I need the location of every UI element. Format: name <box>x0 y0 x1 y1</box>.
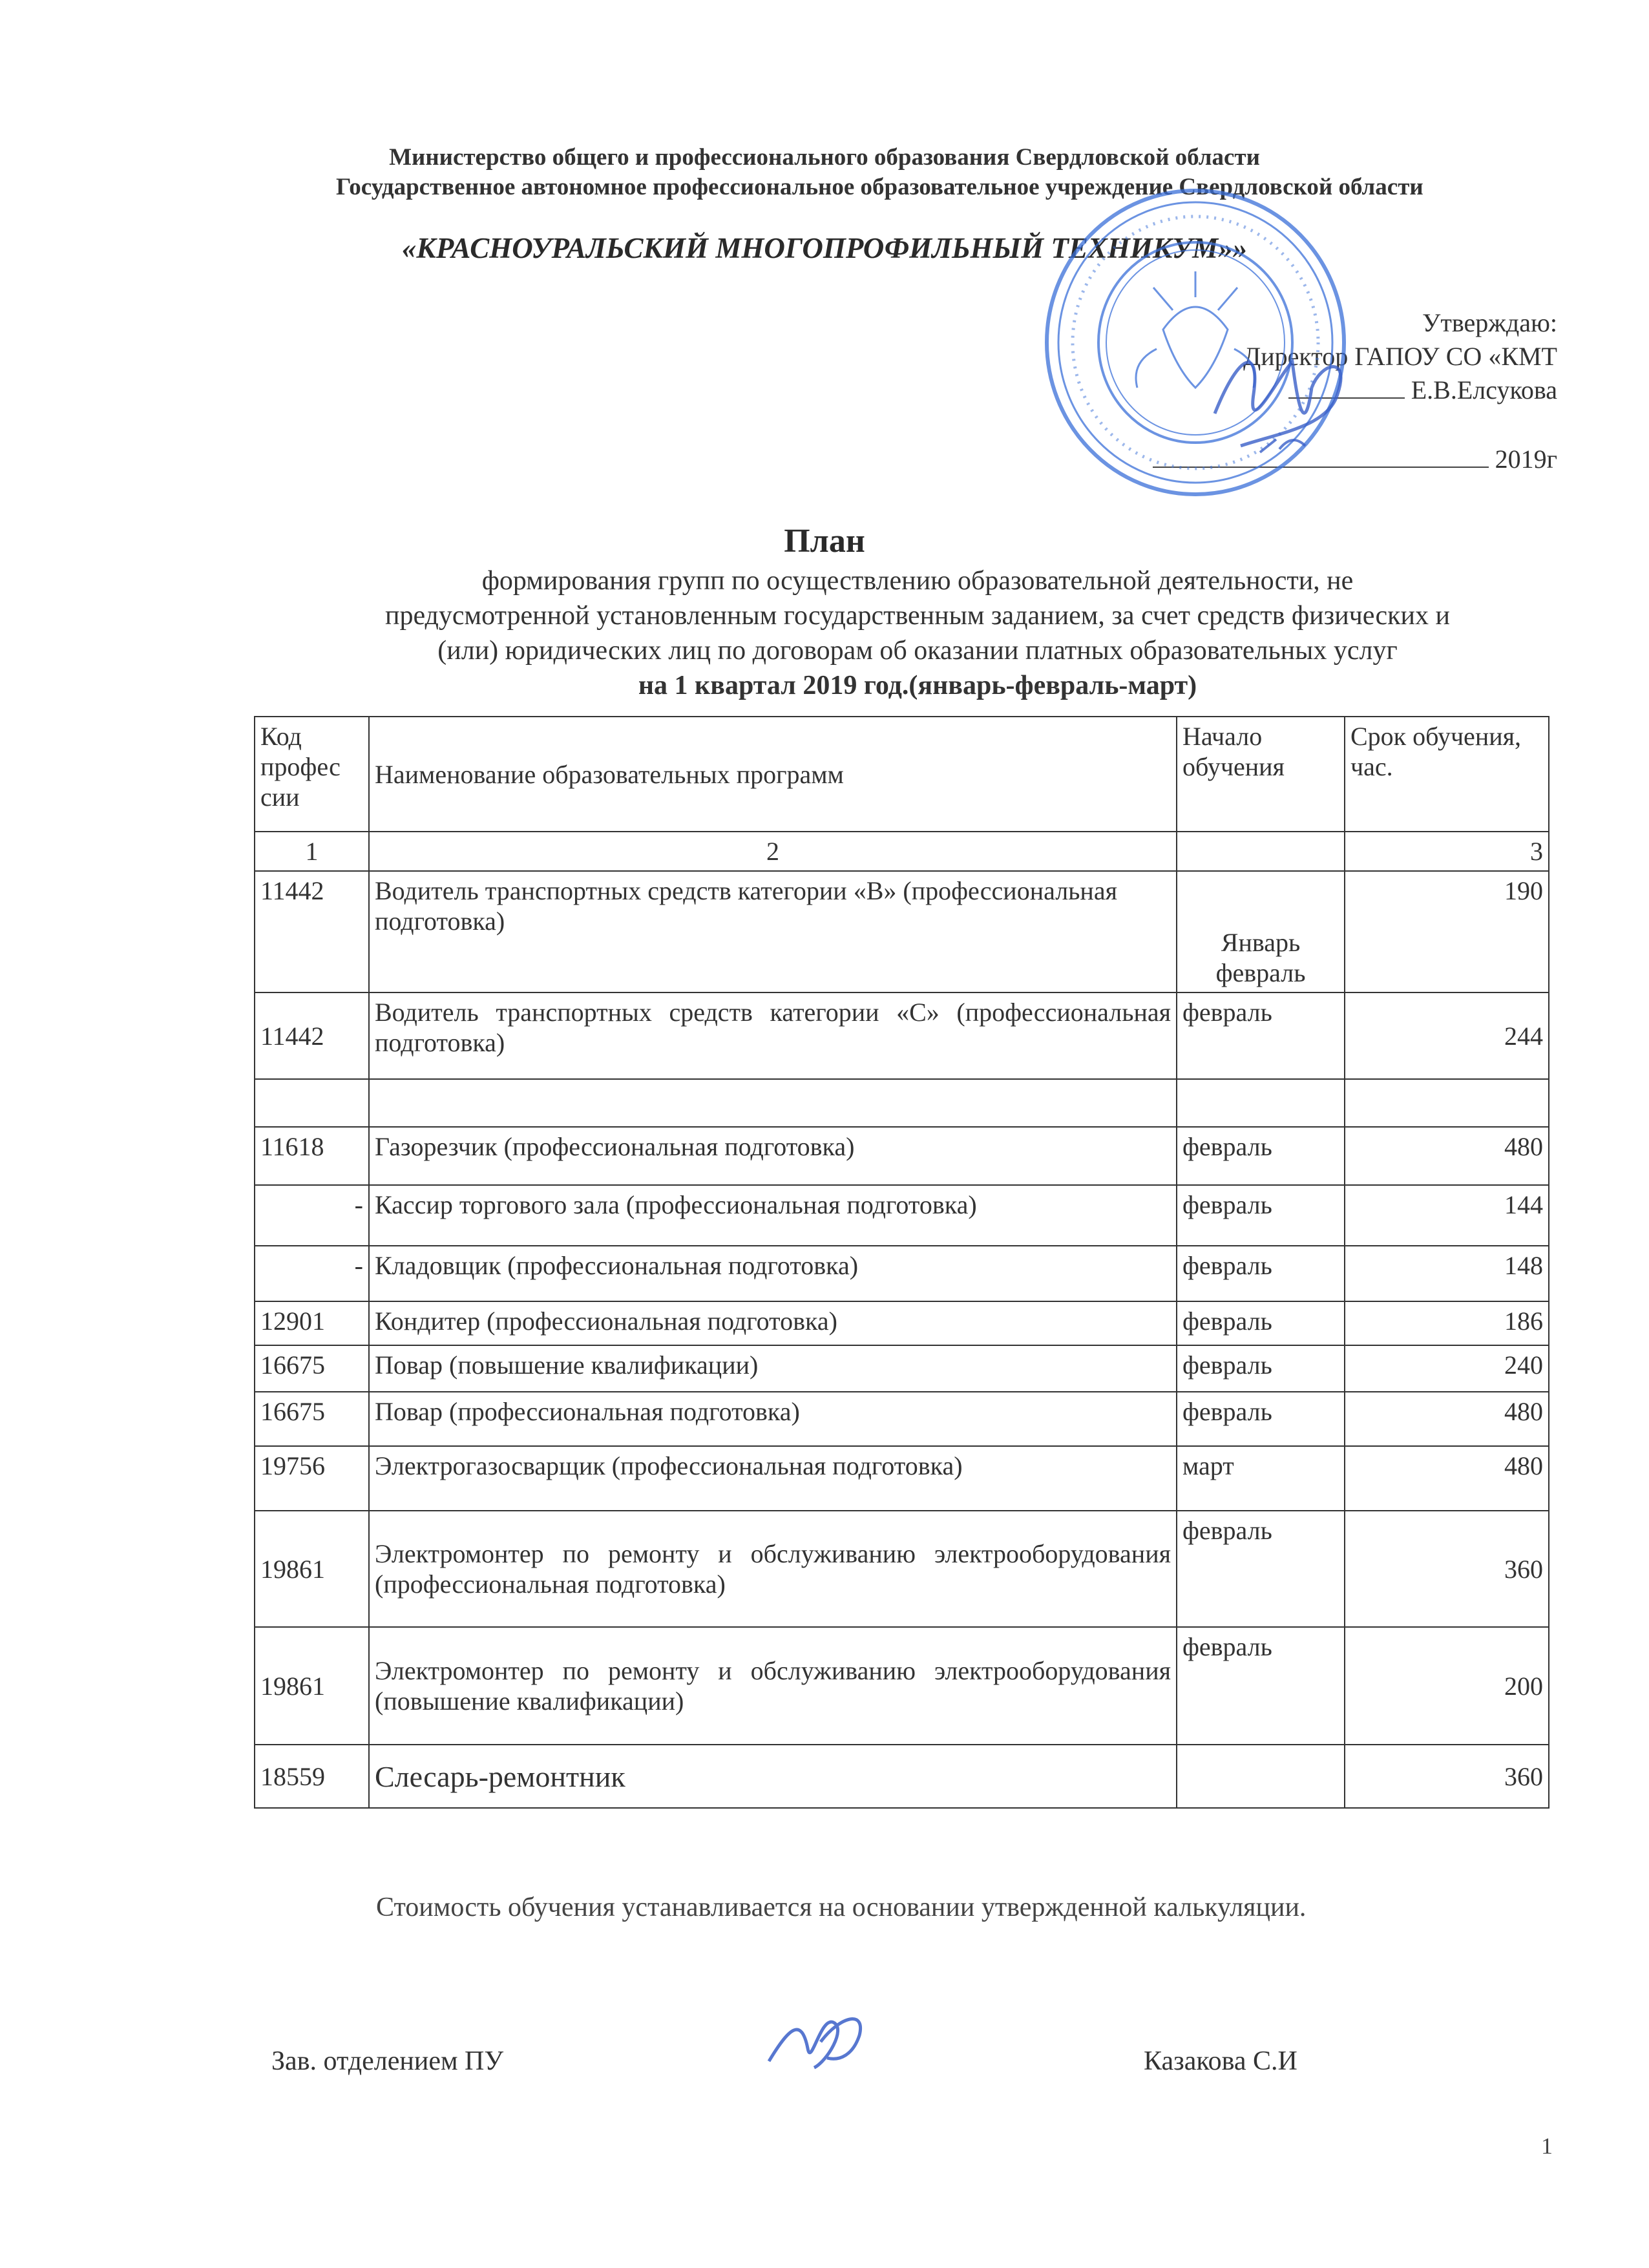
row-code: 16675 <box>255 1345 369 1392</box>
row-code: 18559 <box>255 1745 369 1808</box>
row-start: февраль <box>1177 1392 1345 1446</box>
footer-name: Казакова С.И <box>1144 2046 1297 2076</box>
numbering-start <box>1177 832 1345 871</box>
row-start: февраль <box>1177 1511 1345 1627</box>
row-duration: 360 <box>1345 1511 1549 1627</box>
row-duration: 240 <box>1345 1345 1549 1392</box>
college-name: «КРАСНОУРАЛЬСКИЙ МНОГОПРОФИЛЬНЫЙ ТЕХНИКУМ»» <box>401 232 1248 264</box>
row-duration: 360 <box>1345 1745 1549 1808</box>
row-code: 11442 <box>255 992 369 1079</box>
header-duration: Срок обучения, час. <box>1345 717 1549 832</box>
numbering-name: 2 <box>369 832 1177 871</box>
header-code: Код профес сии <box>255 717 369 832</box>
table-row <box>255 1511 1549 1627</box>
row-program-name: Повар (профессиональная подготовка) <box>369 1392 1177 1446</box>
row-start: март <box>1177 1446 1345 1511</box>
row-code: - <box>255 1185 369 1246</box>
row-code: 19861 <box>255 1627 369 1745</box>
table-numbering-row <box>255 832 1549 871</box>
row-program-name: Водитель транспортных средств категории «С» (профессиональная подготовка) <box>369 992 1177 1079</box>
plan-subtitle-line-1: формирования групп по осуществлению образовательной деятельности, не <box>481 566 1354 596</box>
row-program-name: Электрогазосварщик (профессиональная подготовка) <box>369 1446 1177 1511</box>
row-start: февраль <box>1177 1627 1345 1745</box>
numbering-code: 1 <box>255 832 369 871</box>
row-start: февраль <box>1177 1185 1345 1246</box>
row-program-name: Кладовщик (профессиональная подготовка) <box>369 1246 1177 1301</box>
row-start <box>1177 1079 1345 1127</box>
table-row <box>255 871 1549 992</box>
row-program-name: Электромонтер по ремонту и обслуживанию электрооборудования (профессиональная подготовка) <box>369 1511 1177 1627</box>
row-code <box>255 1079 369 1127</box>
row-program-name: Повар (повышение квалификации) <box>369 1345 1177 1392</box>
row-start: февраль <box>1177 1246 1345 1301</box>
table-row <box>255 1446 1549 1511</box>
table-header-row <box>255 717 1549 832</box>
row-program-name: Электромонтер по ремонту и обслуживанию электрооборудования (повышение квалификации) <box>369 1627 1177 1745</box>
row-code: 11618 <box>255 1127 369 1185</box>
plan-subtitle-line-3: (или) юридических лиц по договорам об оказании платных образовательных услуг <box>437 636 1398 666</box>
plan-subtitle-line-2: предусмотренной установленным государственным заданием, за счет средств физических и <box>384 601 1450 631</box>
plan-title: План <box>784 523 865 560</box>
approval-signer-name: Е.В.Елсукова <box>1411 375 1557 404</box>
ministry-title: Министерство общего и профессионального образования Свердловской области <box>389 144 1260 171</box>
table-row <box>255 1185 1549 1246</box>
footer-position: Зав. отделением ПУ <box>271 2046 504 2076</box>
row-program-name <box>369 1079 1177 1127</box>
row-code: 19756 <box>255 1446 369 1511</box>
table-row <box>255 1627 1549 1745</box>
cost-note: Стоимость обучения устанавливается на основании утвержденной калькуляции. <box>376 1893 1307 1922</box>
row-start <box>1177 1745 1345 1808</box>
table-row <box>255 1345 1549 1392</box>
row-start: февраль <box>1177 1345 1345 1392</box>
table-row <box>255 1745 1549 1808</box>
approval-label: Утверждаю: <box>1422 308 1557 337</box>
table-row <box>255 1127 1549 1185</box>
plan-period: на 1 квартал 2019 год.(январь-февраль-март) <box>638 671 1197 700</box>
approval-director: Директор ГАПОУ СО «КМТ <box>1243 342 1557 371</box>
row-duration: 186 <box>1345 1301 1549 1345</box>
row-code: 11442 <box>255 871 369 992</box>
institution-title: Государственное автономное профессиональное образовательное учреждение Свердловской области <box>336 174 1423 200</box>
row-code: 19861 <box>255 1511 369 1627</box>
row-duration: 148 <box>1345 1246 1549 1301</box>
row-code: 16675 <box>255 1392 369 1446</box>
table-row <box>255 1392 1549 1446</box>
table-row <box>255 1246 1549 1301</box>
table-row <box>255 1301 1549 1345</box>
row-code: 12901 <box>255 1301 369 1345</box>
director-signature <box>1202 336 1370 465</box>
table-row <box>255 992 1549 1079</box>
row-program-name: Слесарь-ремонтник <box>369 1745 1177 1808</box>
row-start: февраль <box>1177 992 1345 1079</box>
row-code: - <box>255 1246 369 1301</box>
page-number: 1 <box>1541 2133 1553 2159</box>
row-duration: 190 <box>1345 871 1549 992</box>
row-duration: 144 <box>1345 1185 1549 1246</box>
row-duration <box>1345 1079 1549 1127</box>
row-program-name: Водитель транспортных средств категории «В» (профессиональная подготовка) <box>369 871 1177 992</box>
header-name: Наименование образовательных программ <box>369 717 1177 832</box>
row-start: февраль <box>1177 1127 1345 1185</box>
header-start: Начало обучения <box>1177 717 1345 832</box>
numbering-duration: 3 <box>1345 832 1549 871</box>
approval-year: 2019г <box>1495 445 1557 474</box>
row-start: февраль <box>1177 1301 1345 1345</box>
row-start: Январь февраль <box>1177 871 1345 992</box>
row-duration: 244 <box>1345 992 1549 1079</box>
row-duration: 200 <box>1345 1627 1549 1745</box>
programs-table <box>254 716 1549 1809</box>
row-duration: 480 <box>1345 1392 1549 1446</box>
table-row-empty <box>255 1079 1549 1127</box>
row-program-name: Кондитер (профессиональная подготовка) <box>369 1301 1177 1345</box>
department-head-signature <box>762 2003 872 2081</box>
row-duration: 480 <box>1345 1446 1549 1511</box>
row-program-name: Кассир торгового зала (профессиональная подготовка) <box>369 1185 1177 1246</box>
row-duration: 480 <box>1345 1127 1549 1185</box>
row-program-name: Газорезчик (профессиональная подготовка) <box>369 1127 1177 1185</box>
